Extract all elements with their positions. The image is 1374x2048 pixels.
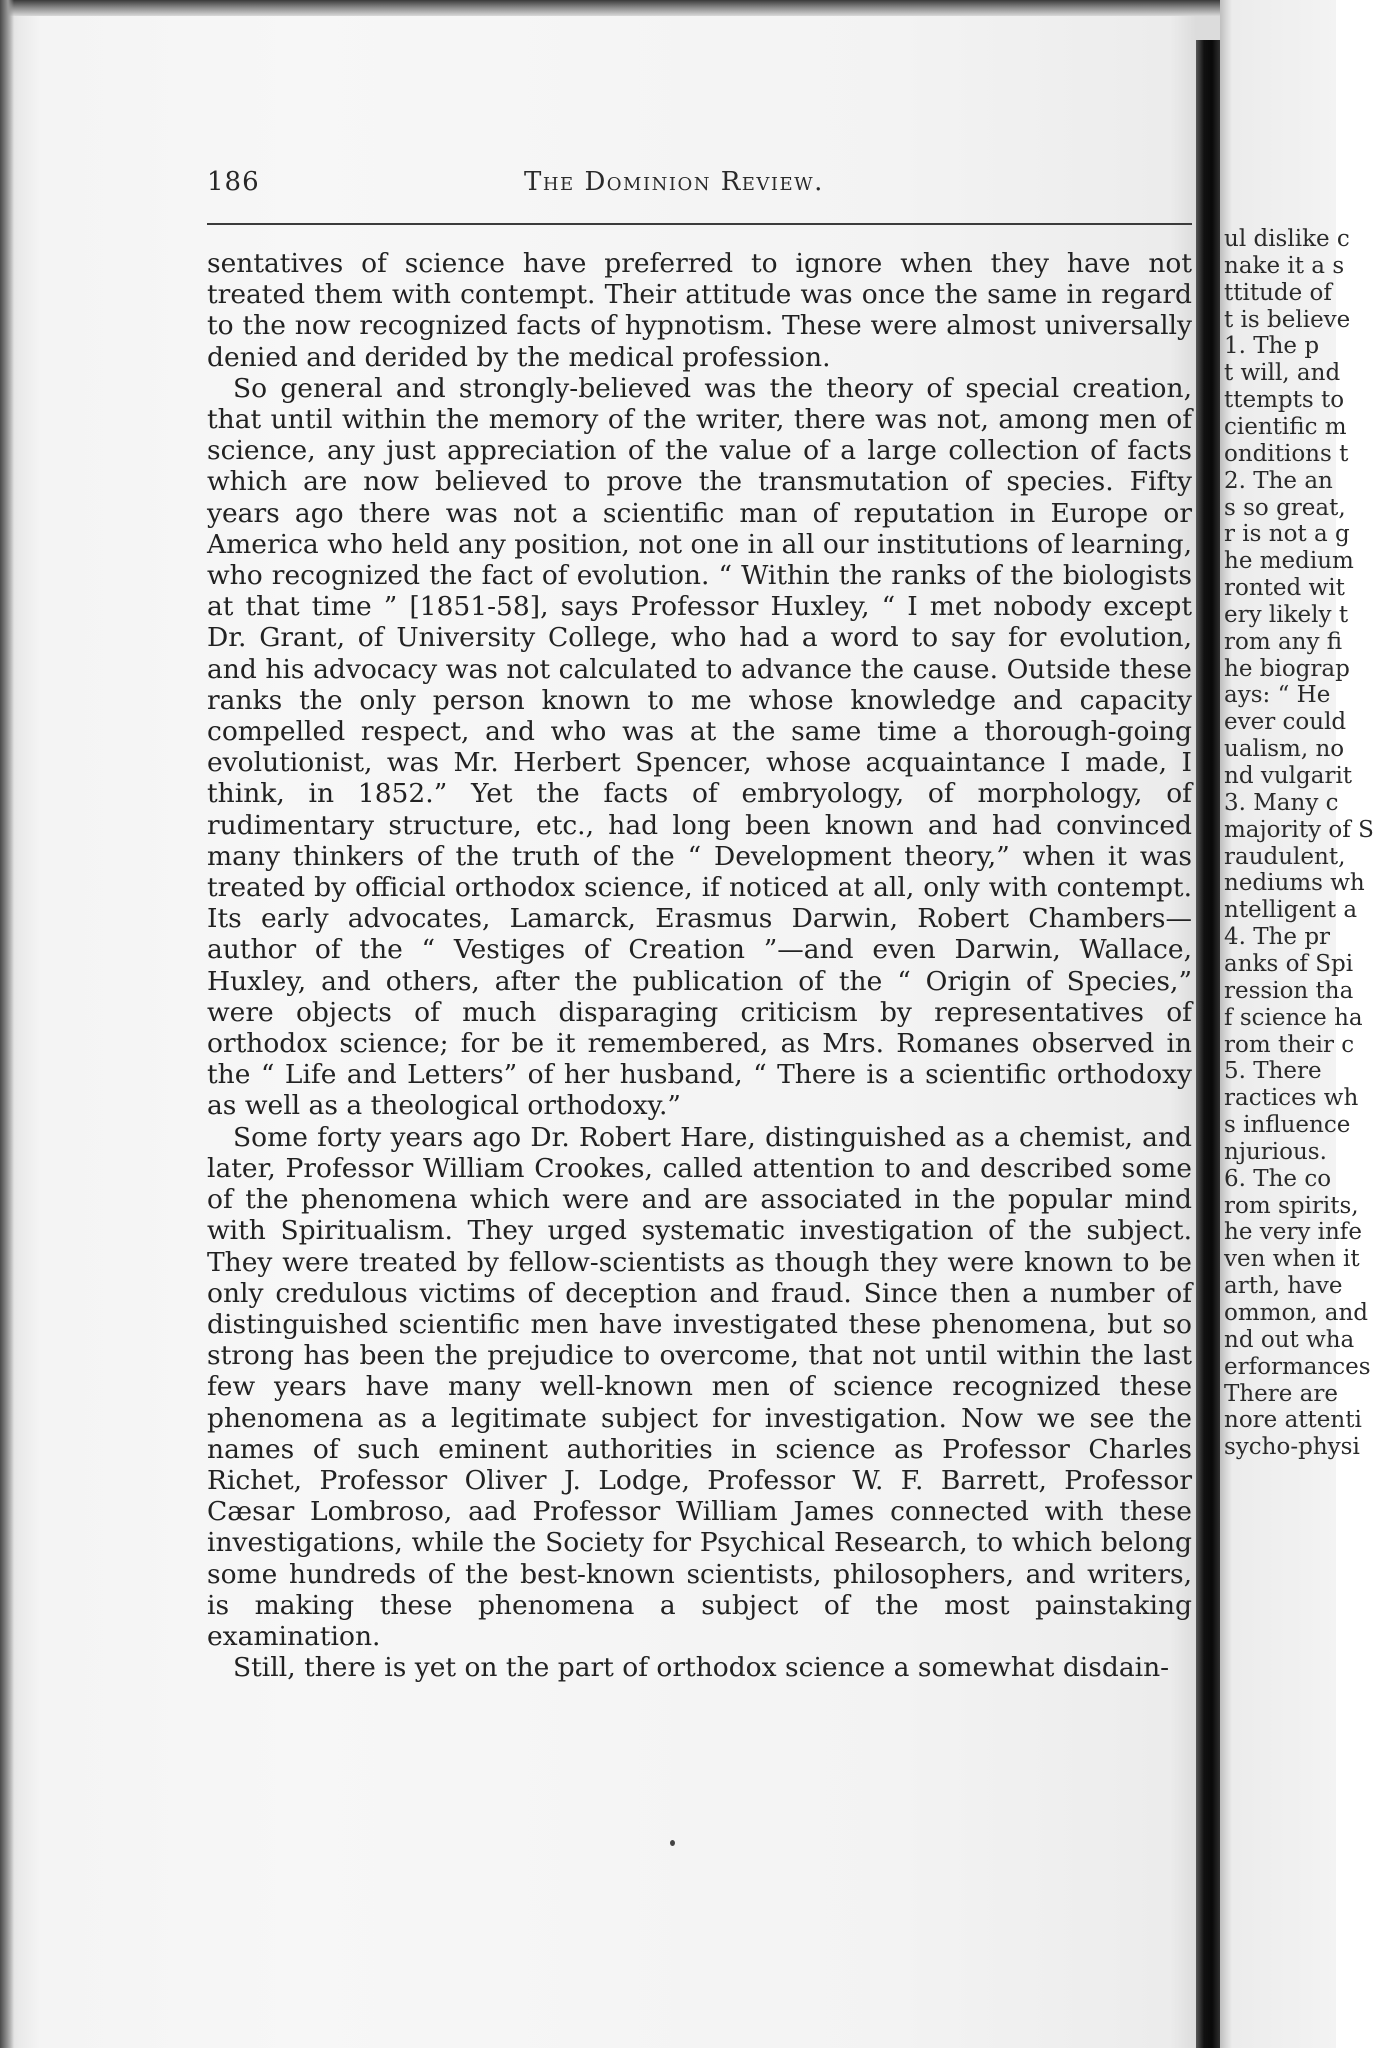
facing-page-line: ronted wit [1224, 575, 1345, 602]
paragraph-1: sentatives of science have preferred to ignore when they have not treated them with contempt. Their attitude was once the same in regard to the now recognized facts of hypnotism. These were almost universally denied and derided by the medical profession. [207, 248, 1192, 373]
paragraph-3: Some forty years ago Dr. Robert Hare, distinguished as a chemist, and later, Professor William Crookes, called attention to and described some of the phenomena which were and are associated in the popular mind with Spiritualism. They urged systematic investigation of the subject. They were treated by fellow-scientists as though they were known to be only credulous victims of deception and fraud. Since then a number of distinguished scientific men have investigated these phenomena, but so strong has been the prejudice to overcome, that not until within the last few years have many well-known men of science recognized these phenomena as a legitimate subject for investigation. Now we see the names of such eminent authorities in science as Professor Charles Richet, Professor Oliver J. Lodge, Professor W. F. Barrett, Professor Cæsar Lombroso, aad Professor William James connected with these investigations, while the Society for Psychical Research, to which belong some hundreds of the best-known scientists, philosophers, and writers, is making these phenomena a subject of the most painstaking examination. [207, 1121, 1192, 1652]
facing-page-line: ul dislike c [1224, 226, 1350, 252]
facing-page-line: ualism, no [1224, 736, 1345, 763]
facing-page-line: 2. The an [1224, 467, 1333, 494]
facing-page-line: ttitude of [1224, 279, 1332, 306]
facing-page-line: onditions t [1224, 440, 1349, 467]
running-head [207, 167, 1207, 211]
book-gutter-shadow [1196, 40, 1220, 2048]
facing-page-line: cientific m [1224, 413, 1347, 440]
facing-page-line: 6. The co [1224, 1165, 1332, 1192]
facing-page-line: nediums wh [1224, 870, 1365, 897]
facing-page-line: he medium [1224, 548, 1354, 575]
paragraph-4: Still, there is yet on the part of orthodox science a somewhat disdain- [233, 1652, 1170, 1684]
facing-page-line: he very infe [1224, 1219, 1362, 1246]
ink-speck [670, 1840, 675, 1846]
facing-page-line: r is not a g [1224, 521, 1350, 548]
journal-title: The Dominion Review. [524, 167, 824, 197]
facing-page-line: njurious. [1224, 1138, 1327, 1165]
facing-page-line: s influence [1224, 1112, 1351, 1139]
facing-page-line: ays: “ He [1224, 682, 1331, 709]
facing-page-line: ntelligent a [1224, 897, 1358, 924]
facing-page-line: 5. There [1224, 1058, 1322, 1085]
facing-page-line: ommon, and [1224, 1300, 1368, 1326]
facing-page-line: 1. The p [1224, 333, 1320, 360]
facing-page-line: nore attenti [1224, 1407, 1362, 1434]
facing-page-line: t is believe [1224, 306, 1351, 333]
facing-page-line: nd out wha [1224, 1326, 1355, 1353]
facing-page-line: t will, and [1224, 360, 1341, 387]
article-body [207, 248, 1192, 1683]
facing-page-line: ttempts to [1224, 387, 1345, 414]
facing-page-line: rom any fi [1224, 628, 1343, 655]
facing-page-line: 4. The pr [1224, 924, 1331, 951]
facing-page-line: ven when it [1224, 1246, 1360, 1273]
header-rule [207, 223, 1192, 225]
facing-page-line: ery likely t [1224, 601, 1349, 628]
facing-page-line: sycho-physi [1224, 1434, 1360, 1461]
facing-page-line: nd vulgarit [1224, 763, 1353, 789]
facing-page-line: 3. Many c [1224, 789, 1339, 816]
facing-page-line: nake it a s [1224, 252, 1345, 279]
facing-page-line: majority of S [1224, 816, 1374, 843]
facing-page-line: rom their c [1224, 1031, 1355, 1058]
paragraph-2: So general and strongly-believed was the theory of special creation, that until within the memory of the writer, there was not, among men of science, any just appreciation of the value of a large collection of facts which are now believed to prove the transmutation of species. Fifty years ago there was not a scientific man of reputation in Europe or America who held any position, not one in all our institutions of learning, who recognized the fact of evolution. “ Within the ranks of the biologists at that time ” [1851-58], says Professor Huxley, “ I met nobody except Dr. Grant, of University College, who had a word to say for evolution, and his advocacy was not calculated to advance the cause. Outside these ranks the only person known to me whose knowledge and capacity compelled respect, and who was at the same time a thorough-going evolutionist, was Mr. Herbert Spencer, whose acquaintance I made, I think, in 1852.” Yet the facts of embryology, of morphology, of rudimentary structure, etc., had long been known and had convinced many thinkers of the truth of the “ Development theory,” when it was treated by official orthodox science, if noticed at all, only with contempt. Its early advocates, Lamarck, Erasmus Darwin, Robert Chambers—author of the “ Vestiges of Creation ”—and even Darwin, Wallace, Huxley, and others, after the publication of the “ Origin of Species,” were objects of much disparaging criticism by representatives of orthodox science; for be it remembered, as Mrs. Romanes observed in the “ Life and Letters” of her husband, “ There is a scientific orthodoxy as well as a theological orthodoxy.” [207, 372, 1192, 1122]
facing-page-line: ression tha [1224, 977, 1354, 1004]
facing-page-line: arth, have [1224, 1273, 1343, 1300]
page-number: 186 [207, 167, 260, 197]
facing-page-line: raudulent, [1224, 843, 1346, 870]
facing-page-line: ractices wh [1224, 1085, 1359, 1112]
facing-page-line: f science ha [1224, 1004, 1363, 1031]
facing-page-line: There are [1224, 1380, 1339, 1407]
facing-page-line: rom spirits, [1224, 1192, 1359, 1219]
facing-page-line: s so great, [1224, 494, 1346, 521]
facing-page-fragment [1220, 0, 1374, 2048]
facing-page-line: he biograp [1224, 655, 1350, 682]
facing-page-line: erformances [1224, 1353, 1371, 1380]
facing-page-line: anks of Spi [1224, 950, 1354, 977]
facing-page-line: ever could [1224, 709, 1347, 736]
